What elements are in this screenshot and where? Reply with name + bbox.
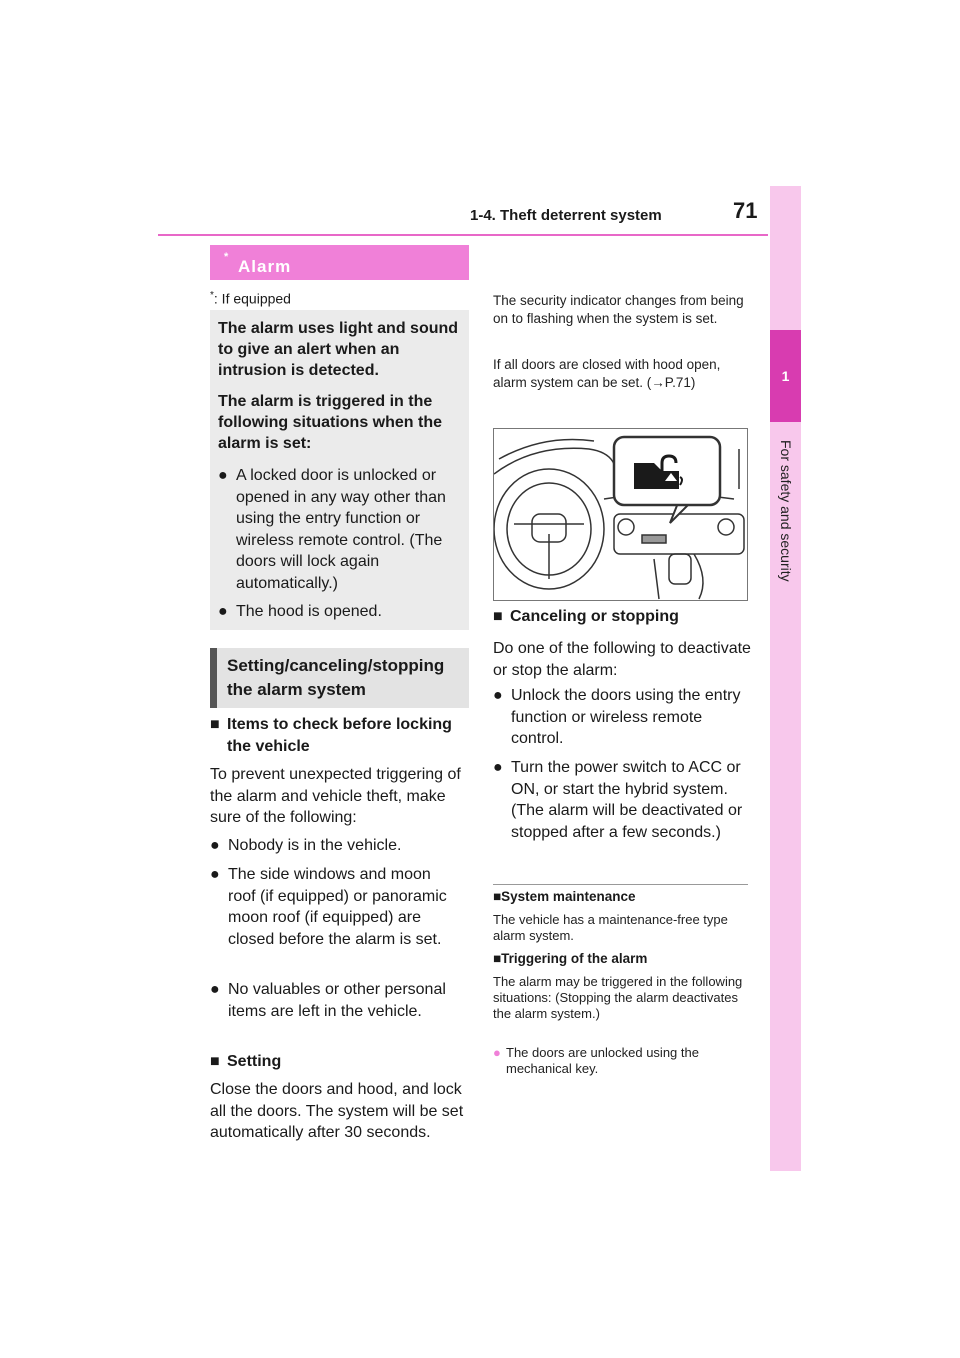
chapter-number: 1 — [781, 368, 790, 384]
security-indicator-note: The security indicator changes from being on to flashing when the system is set. — [493, 293, 744, 326]
list-item-text: Turn the power switch to ACC or ON, or start the hybrid system. (The alarm will be deactivated or stopped after a few seconds.) — [511, 759, 743, 841]
canceling-heading-text: Canceling or stopping — [510, 608, 679, 625]
square-bullet-icon: ■ — [210, 716, 220, 733]
list-item — [210, 864, 460, 950]
chapter-number-tab — [770, 330, 801, 422]
bullet-icon: ● — [218, 467, 228, 484]
canceling-heading — [493, 606, 755, 628]
bullet-icon: ● — [210, 837, 220, 854]
list-item-text: No valuables or other personal items are left in the vehicle. — [228, 981, 446, 1020]
header-rule — [158, 234, 768, 236]
notes-divider — [493, 884, 748, 885]
list-item — [210, 979, 460, 1022]
list-item-text: The doors are unlocked using the mechanical key. — [506, 1045, 699, 1076]
hood-open-note: If all doors are closed with hood open, alarm system can be set. (→P.71) — [493, 357, 721, 390]
setting-subheading-text: Setting — [227, 1053, 282, 1070]
list-item — [218, 601, 463, 623]
canceling-intro: Do one of the following to deactivate or stop the alarm: — [493, 640, 751, 679]
triggering-text: The alarm may be triggered in the following situations: (Stopping the alarm deactivates the alarm system.) — [493, 974, 743, 1021]
list-item — [218, 465, 463, 594]
maintenance-text: The vehicle has a maintenance-free type alarm system. — [493, 912, 728, 943]
footnote-mark: * — [210, 290, 214, 301]
page-number: 71 — [733, 198, 758, 223]
footnote — [210, 290, 291, 307]
square-bullet-icon: ■ — [493, 608, 503, 625]
list-item-text: Unlock the doors using the entry function or wireless remote control. — [511, 687, 741, 747]
bullet-icon: ● — [493, 759, 503, 776]
setting-text: Close the doors and hood, and lock all the doors. The system will be set automatically after 30 seconds. — [210, 1081, 464, 1141]
list-item-text: Nobody is in the vehicle. — [228, 837, 402, 854]
alarm-trigger-intro: The alarm is triggered in the following situations when the alarm is set: — [218, 393, 442, 452]
small-square-icon: ■ — [493, 889, 502, 904]
dashboard-drawing — [494, 429, 747, 600]
chapter-title: For safety and security — [778, 440, 794, 582]
maintenance-heading — [493, 889, 635, 904]
bullet-icon: ● — [218, 603, 228, 620]
alarm-intro: The alarm uses light and sound to give an alert when an intrusion is detected. — [218, 320, 459, 379]
alarm-heading — [210, 245, 469, 280]
setting-heading-text: Setting/canceling/stopping the alarm system — [227, 656, 445, 699]
list-item — [493, 757, 755, 843]
setting-heading — [210, 648, 469, 708]
maintenance-heading-text: System maintenance — [501, 889, 636, 904]
bullet-icon: ● — [210, 866, 220, 883]
triggering-heading — [493, 951, 647, 966]
setting-subheading — [210, 1051, 472, 1073]
bullet-icon: ● — [210, 981, 220, 998]
list-item-text: The hood is opened. — [236, 603, 382, 620]
list-item — [493, 1045, 751, 1077]
list-item — [210, 835, 472, 857]
list-item-text: The side windows and moon roof (if equipped) or panoramic moon roof (if equipped) are closed before the alarm is set. — [228, 866, 447, 948]
items-check-intro: To prevent unexpected triggering of the alarm and vehicle theft, make sure of the following: — [210, 766, 461, 826]
chapter-title-tab — [770, 440, 801, 680]
bullet-icon: ● — [493, 687, 503, 704]
square-bullet-icon: ■ — [210, 1053, 220, 1070]
list-item — [493, 685, 748, 750]
items-check-heading-text: Items to check before locking the vehicle — [227, 716, 452, 755]
footnote-text: : If equipped — [213, 290, 291, 307]
alarm-heading-text: Alarm — [238, 257, 292, 276]
alarm-heading-mark: * — [224, 251, 230, 263]
list-item-text: A locked door is unlocked or opened in any way other than using the entry function or wireless remote control. (The doors will lock again automatically.) — [236, 467, 446, 592]
small-square-icon: ■ — [493, 951, 502, 966]
items-check-heading — [210, 714, 472, 758]
circle-bullet-icon: ● — [493, 1045, 501, 1060]
triggering-heading-text: Triggering of the alarm — [501, 951, 648, 966]
dashboard-illustration — [493, 428, 748, 601]
section-title: 1-4. Theft deterrent system — [470, 207, 662, 224]
